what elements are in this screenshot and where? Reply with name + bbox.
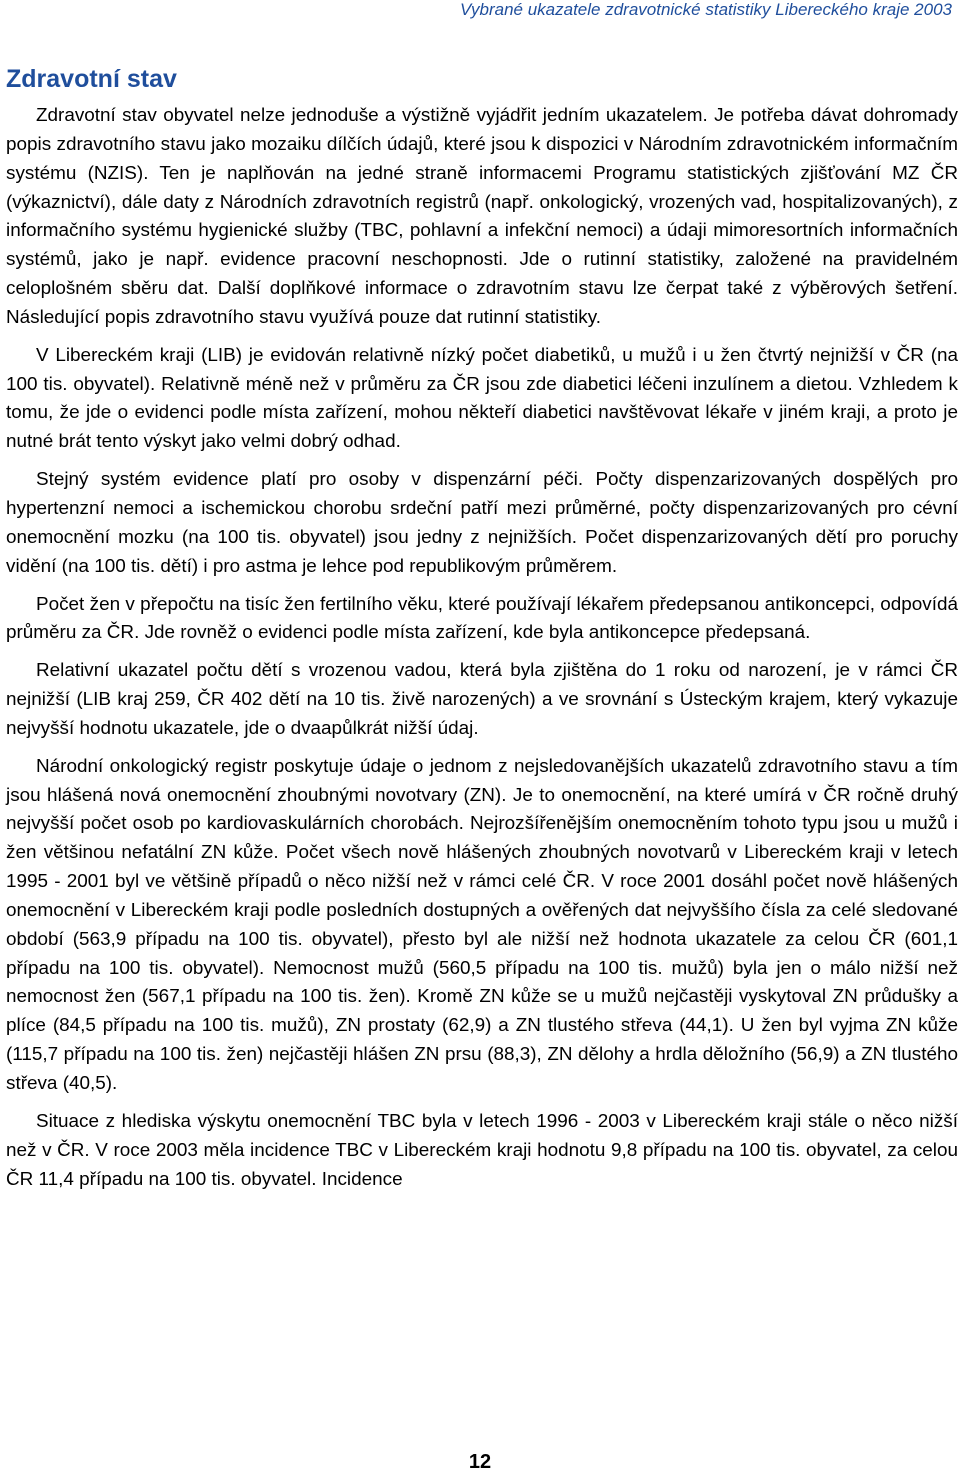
paragraph-tuberculosis: Situace z hlediska výskytu onemocnění TBC byla v letech 1996 - 2003 v Libereckém kraji stále o něco nižší než v ČR. V roce 2003 měla incidence TBC v Libereckém kraji hodnotu 9,8 případu na 100 tis. obyvatel, za celou ČR 11,4 případu na 100 tis. obyvatel. Incidence	[6, 1110, 958, 1190]
section-title: Zdravotní stav	[6, 65, 177, 93]
body-text	[6, 102, 958, 1203]
paragraph-dispensary-care: Stejný systém evidence platí pro osoby v dispenzární péči. Počty dispenzarizovaných dospělých pro hypertenzní nemoci a ischemickou chorobu srdeční patří mezi průměrné, počty dispenzarizovaných pro cévní onemocnění mozku (na 100 tis. obyvatel) jsou jedny z nejnižších. Počet dispenzarizovaných dětí pro poruchy vidění (na 100 tis. dětí) i pro astma je lehce pod republikovým průměrem.	[6, 469, 958, 577]
paragraph-contraception: Počet žen v přepočtu na tisíc žen fertilního věku, které používají lékařem předepsanou antikoncepci, odpovídá průměru za ČR. Jde rovněž o evidenci podle místa zařízení, kde byla antikoncepce předepsaná.	[6, 593, 958, 644]
paragraph-cancer-registry: Národní onkologický registr poskytuje údaje o jednom z nejsledovanějších ukazatelů zdravotního stavu a tím jsou hlášená nová onemocnění zhoubnými novotvary (ZN). Je to onemocnění, na které umírá v ČR ročně druhý nejvyšší počet osob po kardiovaskulárních chorobách. Nejrozšířenějším onemocněním tohoto typu jsou u mužů i žen většinou nefatální ZN kůže. Počet všech nově hlášených zhoubných novotvarů v Libereckém kraji v letech 1995 - 2001 byl ve většině případů o něco nižší než v rámci celé ČR. V roce 2001 dosáhl počet nově hlášených onemocnění v Libereckém kraji podle posledních dostupných a ověřených dat nejvyššího čísla za celé sledované období (563,9 případu na 100 tis. obyvatel), přesto byl ale nižší než hodnota ukazatele za celou ČR (601,1 případu na 100 tis. obyvatel). Nemocnost mužů (560,5 případu na 100 tis. mužů) byla jen o málo nižší než nemocnost žen (567,1 případu na 100 tis. žen). Kromě ZN kůže se u mužů nejčastěji vyskytoval ZN průdušky a plíce (84,5 případu na 100 tis. mužů), ZN prostaty (62,9) a ZN tlustého střeva (44,1). U žen byl vyjma ZN kůže (115,7 případu na 100 tis. žen) nejčastěji hlášen ZN prsu (88,3), ZN dělohy a hrdla děložního (56,9) a ZN tlustého střeva (40,5).	[6, 755, 958, 1094]
paragraph-congenital-defects: Relativní ukazatel počtu dětí s vrozenou vadou, která byla zjištěna do 1 roku od narození, je v rámci ČR nejnižší (LIB kraj 259, ČR 402 dětí na 10 tis. živě narozených) a ve srovnání s Ústeckým krajem, který vykazuje nejvyšší hodnotu ukazatele, jde o dvaapůlkrát nižší údaj.	[6, 660, 958, 739]
running-header: Vybrané ukazatele zdravotnické statistiky Libereckého kraje 2003	[459, 0, 952, 19]
page-number: 12	[468, 1451, 492, 1473]
paragraph-diabetes: V Libereckém kraji (LIB) je evidován relativně nízký počet diabetiků, u mužů i u žen čtvrtý nejnižší v ČR (na 100 tis. obyvatel). Relativně méně než v průměru za ČR jsou zde diabetici léčeni inzulínem a dietou. Vzhledem k tomu, že jde o evidenci podle místa zařízení, mohou někteří diabetici navštěvovat lékaře v jiném kraji, a proto je nutné brát tento výskyt jako velmi dobrý odhad.	[6, 344, 958, 453]
paragraph-data-sources: Zdravotní stav obyvatel nelze jednoduše a výstižně vyjádřit jedním ukazatelem. Je potřeba dávat dohromady popis zdravotního stavu jako mozaiku dílčích údajů, které jsou k dispozici v Národním zdravotnickém informačním systému (NZIS). Ten je naplňován na jedné straně informacemi Programu statistických zjišťování MZ ČR (výkaznictví), dále daty z Národních zdravotních registrů (např. onkologický, vrozených vad, hospitalizovaných), z informačního systému hygienické služby (TBC, pohlavní a infekční nemoci) a údaji mimoresortních informačních systémů, jako je např. evidence pracovní neschopnosti. Jde o rutinní statistiky, založené na pravidelném celoplošném sběru dat. Další doplňkové informace o zdravotním stavu lze čerpat také z výběrových šetření. Následující popis zdravotního stavu využívá pouze dat rutinní statistiky.	[6, 105, 958, 328]
